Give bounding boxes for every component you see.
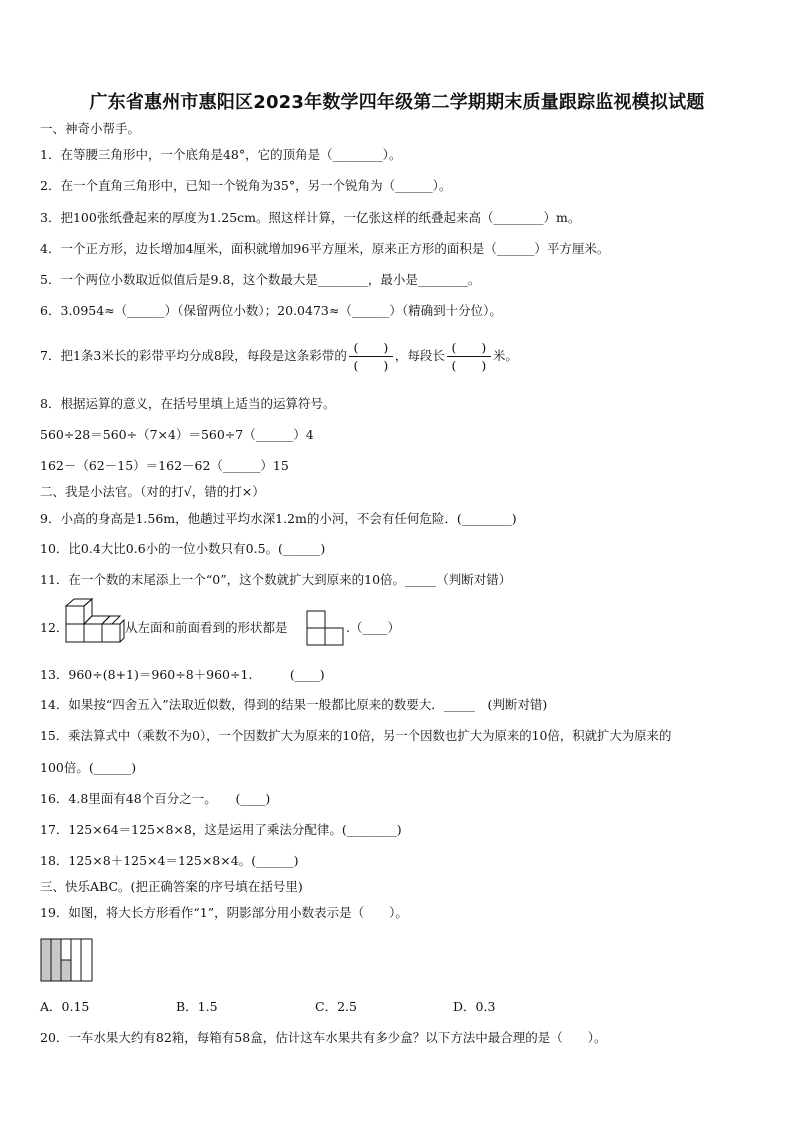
choice-c: C．2.5 xyxy=(315,999,357,1014)
question-19: 19．如图，将大长方形看作“1”，阴影部分用小数表示是（ ）。 xyxy=(40,905,408,920)
fraction-numerator: ( ) xyxy=(451,340,487,355)
choice-a: A．0.15 xyxy=(40,999,90,1014)
choice-d: D．0.3 xyxy=(453,999,496,1014)
fraction-blank-1 xyxy=(349,340,393,373)
question-20: 20．一车水果大约有82箱，每箱有58盒，估计这车水果共有多少盒？以下方法中最合理的是（ ）。 xyxy=(40,1030,607,1045)
question-7-middle: ，每段长 xyxy=(394,348,445,363)
question-13: 13．960÷(8+1)＝960÷8＋960÷1. (____) xyxy=(40,667,325,682)
fraction-denominator: ( ) xyxy=(451,358,487,373)
question-12-prefix: 12． xyxy=(40,620,69,635)
question-8: 8．根据运算的意义，在括号里填上适当的运算符号。 xyxy=(40,396,336,411)
question-2: 2．在一个直角三角形中，已知一个锐角为35°，另一个锐角为（______）。 xyxy=(40,178,452,193)
question-10: 10．比0.4大比0.6小的一位小数只有0.5。(______) xyxy=(40,541,326,556)
question-15-cont: 100倍。(______) xyxy=(40,760,137,775)
question-17: 17．125×64＝125×8×8，这是运用了乘法分配律。(________) xyxy=(40,822,402,837)
view-shape-figure xyxy=(306,610,344,646)
question-8a: 560÷28＝560÷（7×4）＝560÷7（______）4 xyxy=(40,427,314,442)
section-heading-3: 三、快乐ABC。(把正确答案的序号填在括号里) xyxy=(40,879,303,894)
question-7 xyxy=(40,334,518,378)
question-1: 1．在等腰三角形中，一个底角是48°，它的顶角是（________）。 xyxy=(40,147,402,162)
question-11: 11．在一个数的末尾添上一个“0”，这个数就扩大到原来的10倍。_____（判断对错） xyxy=(40,572,512,587)
question-7-suffix: 米。 xyxy=(492,348,518,363)
fraction-blank-2 xyxy=(447,340,491,373)
question-8b: 162－（62－15）＝162－62（______）15 xyxy=(40,458,289,473)
rectangle-shading-figure xyxy=(40,938,94,982)
question-9: 9．小高的身高是1.56m，他趟过平均水深1.2m的小河，不会有任何危险．(________) xyxy=(40,511,517,526)
question-4: 4．一个正方形，边长增加4厘米，面积就增加96平方厘米，原来正方形的面积是（______）平方厘米。 xyxy=(40,241,610,256)
question-14: 14．如果按“四舍五入”法取近似数，得到的结果一般都比原来的数要大．_____ (判断对错) xyxy=(40,697,548,712)
question-16: 16．4.8里面有48个百分之一。 (____) xyxy=(40,791,271,806)
section-heading-1: 一、神奇小帮手。 xyxy=(40,121,141,136)
question-3: 3．把100张纸叠起来的厚度为1.25cm。照这样计算，一亿张这样的纸叠起来高（________）m。 xyxy=(40,210,581,225)
choice-b: B．1.5 xyxy=(176,999,218,1014)
question-15: 15．乘法算式中（乘数不为0），一个因数扩大为原来的10倍，另一个因数也扩大为原来的10倍，积就扩大为原来的 xyxy=(40,728,672,743)
question-12-middle: 从左面和前面看到的形状都是 xyxy=(125,620,288,635)
question-12-suffix: .（____） xyxy=(346,620,400,635)
question-7-prefix: 7．把1条3米长的彩带平均分成8段，每段是这条彩带的 xyxy=(40,348,347,363)
question-18: 18．125×8＋125×4＝125×8×4。(______) xyxy=(40,853,299,868)
cube-stack-figure xyxy=(64,598,126,646)
fraction-numerator: ( ) xyxy=(353,340,389,355)
page-title: 广东省惠州市惠阳区2023年数学四年级第二学期期末质量跟踪监视模拟试题 xyxy=(89,92,705,113)
section-heading-2: 二、我是小法官。（对的打√，错的打×） xyxy=(40,484,265,499)
question-6: 6．3.0954≈（______）（保留两位小数）；20.0473≈（______）（精确到十分位）。 xyxy=(40,303,502,318)
fraction-denominator: ( ) xyxy=(353,358,389,373)
question-5: 5．一个两位小数取近似值后是9.8，这个数最大是________，最小是________。 xyxy=(40,272,481,287)
